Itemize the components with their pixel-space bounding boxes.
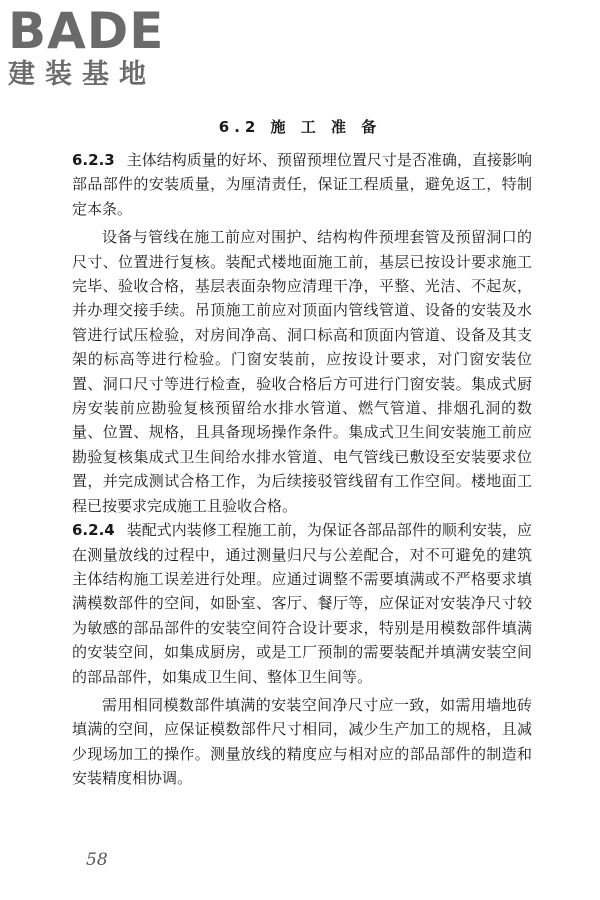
- clause-text: 装配式内装修工程施工前，为保证各部品部件的顺利安装，应在测量放线的过程中，通过测量归尺与公差配合，对不可避免的建筑主体结构施工误差进行处理。应通过调整不需要填满或不严格要求填满模数部件的空间，如卧室、客厅、餐厅等，应保证对安装净尺寸较为敏感的部品部件的安装空间符合设计要求，特别是用模数部件填满的安装空间，如集成厨房，或是工厂预制的需要装配并填满安装空间的部品部件，如集成卫生间、整体卫生间等。: [72, 521, 532, 686]
- logo: [8, 2, 178, 90]
- clause-number: 6.2.3: [72, 151, 115, 169]
- clause-number: 6.2.4: [72, 521, 115, 540]
- logo-subtitle: 建装基地: [8, 59, 156, 90]
- paragraph-modular-space: 需用相同模数部件填满的安装空间净尺寸应一致，如需用墙地砖填满的空间，应保证模数部件尺寸相同，减少生产加工的规格，且减少现场加工的操作。测量放线的精度应与相对应的部品部件的制造和安装精度相协调。: [72, 695, 532, 788]
- clause-text: 主体结构质量的好坏、预留预埋位置尺寸是否准确，直接影响部品部件的安装质量，为厘清责任，保证工程质量，避免返工，特制定本条。: [72, 151, 532, 218]
- page-number: 58: [86, 850, 108, 870]
- paragraph-equipment-pipelines: 设备与管线在施工前应对围护、结构构件预埋套管及预留洞口的尺寸、位置进行复核。装配式楼地面施工前，基层已按设计要求施工完毕、验收合格，基层表面杂物应清理干净，平整、光洁、不起灰，并办理交接手续。吊顶施工前应对顶面内管线管道、设备的安装及水管进行试压检验，对房间净高、洞口标高和顶面内管道、设备及其支架的标高等进行检验。门窗安装前，应按设计要求，对门窗安装位置、洞口尺寸等进行检查，验收合格后方可进行门窗安装。集成式厨房安装前应勘验复核预留给水排水管道、燃气管道、排烟孔洞的数量、位置、规格，且具备现场操作条件。集成式卫生间安装施工前应勘验复核集成式卫生间给水排水管道、电气管线已敷设至安装要求位置，并完成测试合格工作，为后续接驳管线留有工作空间。楼地面工程已按要求完成施工且验收合格。: [72, 228, 532, 515]
- logo-wordmark: BADE: [8, 2, 165, 60]
- section-title: 6.2 施 工 准 备: [218, 118, 382, 136]
- clause-6-2-4: [72, 518, 532, 689]
- clause-6-2-3: [72, 148, 532, 221]
- document-body: [72, 148, 532, 791]
